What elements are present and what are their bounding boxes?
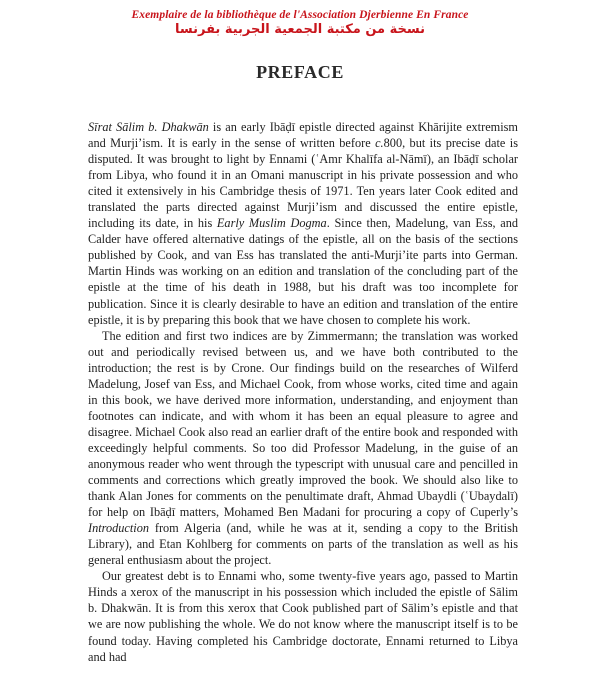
paragraph xyxy=(88,119,518,328)
italic-run: c. xyxy=(375,136,384,151)
text-run: The edition and first two indices are by Zimmermann; the translation was worked out and periodically revised between us, and we have both contributed to the introduction; the rest is by Crone. Our findings build on the researches of Wilferd Madelung, Josef van Ess, and Michael Cook, from whose works, cited time and again in this book, we have derived more information, understanding, and enjoyment than footnotes can indicate, and with whom it has been an equal pleasure to agree and disagree. Michael Cook also read an earlier draft of the entire book and responded with exceedingly helpful comments. So too did Professor Madelung, in the guise of an anonymous reader who went through the typescript with unusual care and pencilled in comments and corrections which greatly improved the book. We should also like to thank Alan Jones for comments on the penultimate draft, Ahmad Ubaydli (ʿUbaydalī) for help on Ibāḍī matters, Mohamed Ben Madani for procuring a copy of Cuperly’s xyxy=(88,328,518,520)
text-run: . Since then, Madelung, van Ess, and Calder have offered alternative datings of the epistle, all on the basis of the sections published by Cook, and van Ess has translated the anti-Murji’ite parts into German. Martin Hinds was working on an edition and translation of the concluding part of the epistle at the time of his death in 1988, but his draft was too incomplete for publication. Since it is clearly desirable to have an edition and translation of the entire epistle, it is by preparing this book that we have chosen to complete his work. xyxy=(88,216,518,327)
library-stamp-arabic: نسخة من مكتبة الجمعية الجربية بفرنسا xyxy=(175,22,425,37)
text-run: is an early Ibāḍī epistle directed against Khārijite extremism and Murji’ism. It is early in the sense of written before xyxy=(88,120,518,151)
italic-run: Introduction xyxy=(88,521,150,536)
italic-run: Early Muslim Dogma xyxy=(216,216,327,231)
library-stamp-french: Exemplaire de la bibliothèque de l'Association Djerbienne En France xyxy=(131,9,469,21)
paragraph xyxy=(88,568,518,664)
text-run: Our greatest debt is to Ennami who, some twenty-five years ago, passed to Martin Hinds a xerox of the manuscript in his possession which included the epistle of Sālim b. Dhakwān. It is from this xerox that Cook published part of Sālim’s epistle and that we are now publishing the whole. We do not know where the manuscript itself is to be found today. Having completed his Cambridge doctorate, Ennami returned to Libya and had xyxy=(88,569,518,664)
library-stamp xyxy=(0,8,600,38)
paragraph xyxy=(88,328,518,569)
page-title: PREFACE xyxy=(256,62,344,82)
text-run: from Algeria (and, while he was at it, sending a copy to the British Library), and Etan Kohlberg for comments on parts of the translation as well as his general enthusiasm about the project. xyxy=(88,521,518,568)
italic-run: Sīrat Sālim b. Dhakwān xyxy=(88,120,209,134)
preface-body xyxy=(88,119,518,665)
text-run: 800, but its precise date is disputed. It was brought to light by Ennami (ʿAmr Khalīfa al-Nāmī), an Ibāḍī scholar from Libya, who found it in an Omani manuscript in his private possession and who cited it extensively in his Cambridge thesis of 1971. Ten years later Cook edited and translated the parts directed against Murji’ism and discussed the entire epistle, including its date, in his xyxy=(88,136,518,231)
